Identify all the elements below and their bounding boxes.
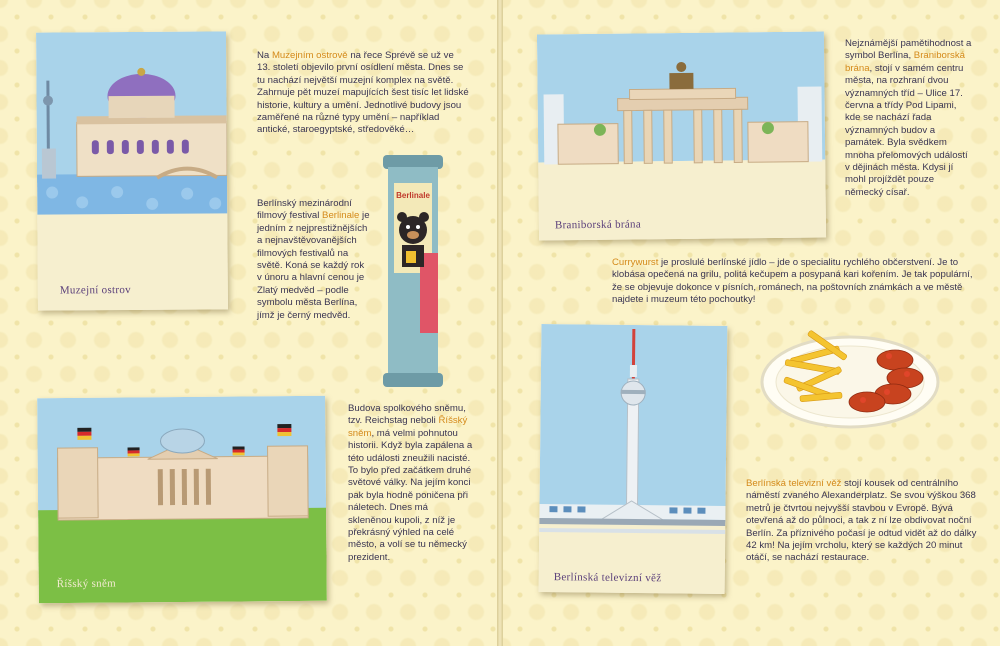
reichstag-highlight: Říšský sněm [348,415,468,439]
tv-tower-card [539,324,728,594]
text-run: stojí kousek od centrálního náměstí zvaného Alexanderplatz. Se svou výškou 368 metrů je čtvrtou nejvyšší stavbou v Evropě. Bývá otevřená až do půlnoci, a tak z ní lze obdivovat noční Berlín. Za příznivého počasí je odtud vidět až do dálky 42 km! Na jejím vrcholu, který se každých 20 minut otáčí, se nachází restaurace. [746,478,977,564]
museum-island-highlight: Muzejním ostrově [271,50,348,61]
text-run: , má velmi pohnutou historii. Když byla zapálena a této události zneužili nacisté. To bylo před začátkem druhé světové války. Na jejím konci pak byla hodně poničena při náletech. Dnes má skleněnou kupoli, z níž je překrásný výhled na celé město, a volí se tu německý prezident. [348,427,473,563]
currywurst-text [612,257,977,307]
museum-island-caption: Muzejní ostrov [59,284,131,297]
right-page [503,0,1000,646]
reichstag-caption: Říšský sněm [56,577,117,591]
text-run: , stojí v samém centru města, na rozhraní dvou významných tříd – Ulice 17. června a třídy Pod Lipami, kde se nachází řada významných budov a památek. Byla svědkem mnoha přelomových událostí v dějinách města. Kdysi jí mohl projíždět pouze německý císař. [845,62,968,198]
tv-tower-highlight: Berlínská televizní věž [746,478,842,489]
museum-island-text [257,50,469,137]
text-run: Berlínský mezinárodní filmový festival [257,198,352,222]
berlinale-text [257,198,371,322]
brandenburg-gate-caption: Braniborská brána [554,218,642,232]
brandenburg-gate-illustration [537,32,826,241]
berlinale-poster-label: Berlinale [396,191,430,200]
currywurst-plate-illustration [755,330,945,430]
reichstag-illustration [37,396,327,604]
tv-tower-illustration [539,324,728,594]
brandenburg-gate-card [537,32,826,241]
text-run: je jedním z nejprestižnějších a nejnavštěvovanějších filmových festivalů na světě. Koná se každý rok v únoru a hlavní cenou je Zlatý medvěd – podle symbolu města Berlína, jímž je černý medvěd. [257,210,370,321]
museum-island-illustration [36,31,228,310]
text-run: je proslulé berlínské jídlo – jde o specialitu rychlého občerstvení. Je to klobása opečená na grilu, politá kečupem a posypaná kari kořením. Je tak populární, že se objevuje dokonce v písních, románech, na poštovních známkách a ve městě najdete i muzeum této pochoutky! [612,257,973,306]
reichstag-text [348,403,473,564]
advertising-column-illustration [380,155,446,390]
text-run: Budova spolkového sněmu, tzv. Reichstag neboli [348,403,466,427]
left-page [0,0,497,646]
text-run: Nejznámější pamětihodnost a symbol Berlína, [845,38,972,62]
tv-tower-caption: Berlínská televizní věž [553,571,662,585]
berlinale-highlight: Berlinale [322,210,360,222]
museum-island-card [36,31,228,310]
reichstag-card [37,396,327,604]
currywurst-highlight: Currywurst [612,257,659,268]
text-run: na řece Sprévě se už ve 13. století objevilo první osídlení města. Dnes se tu nachází největší muzejní komplex na světě. Zahrnuje pět muzeí mapujících šest tisíc let lidské historie, kultury a umění. Jednotlivé budovy jsou zaměřené na různé typy umění – například antické, staroegyptské, středověké… [257,50,469,136]
tv-tower-text [746,478,978,565]
brandenburg-gate-highlight: Braniborská brána [845,50,965,74]
brandenburg-gate-text [845,38,973,199]
text-run: Na [257,50,272,61]
